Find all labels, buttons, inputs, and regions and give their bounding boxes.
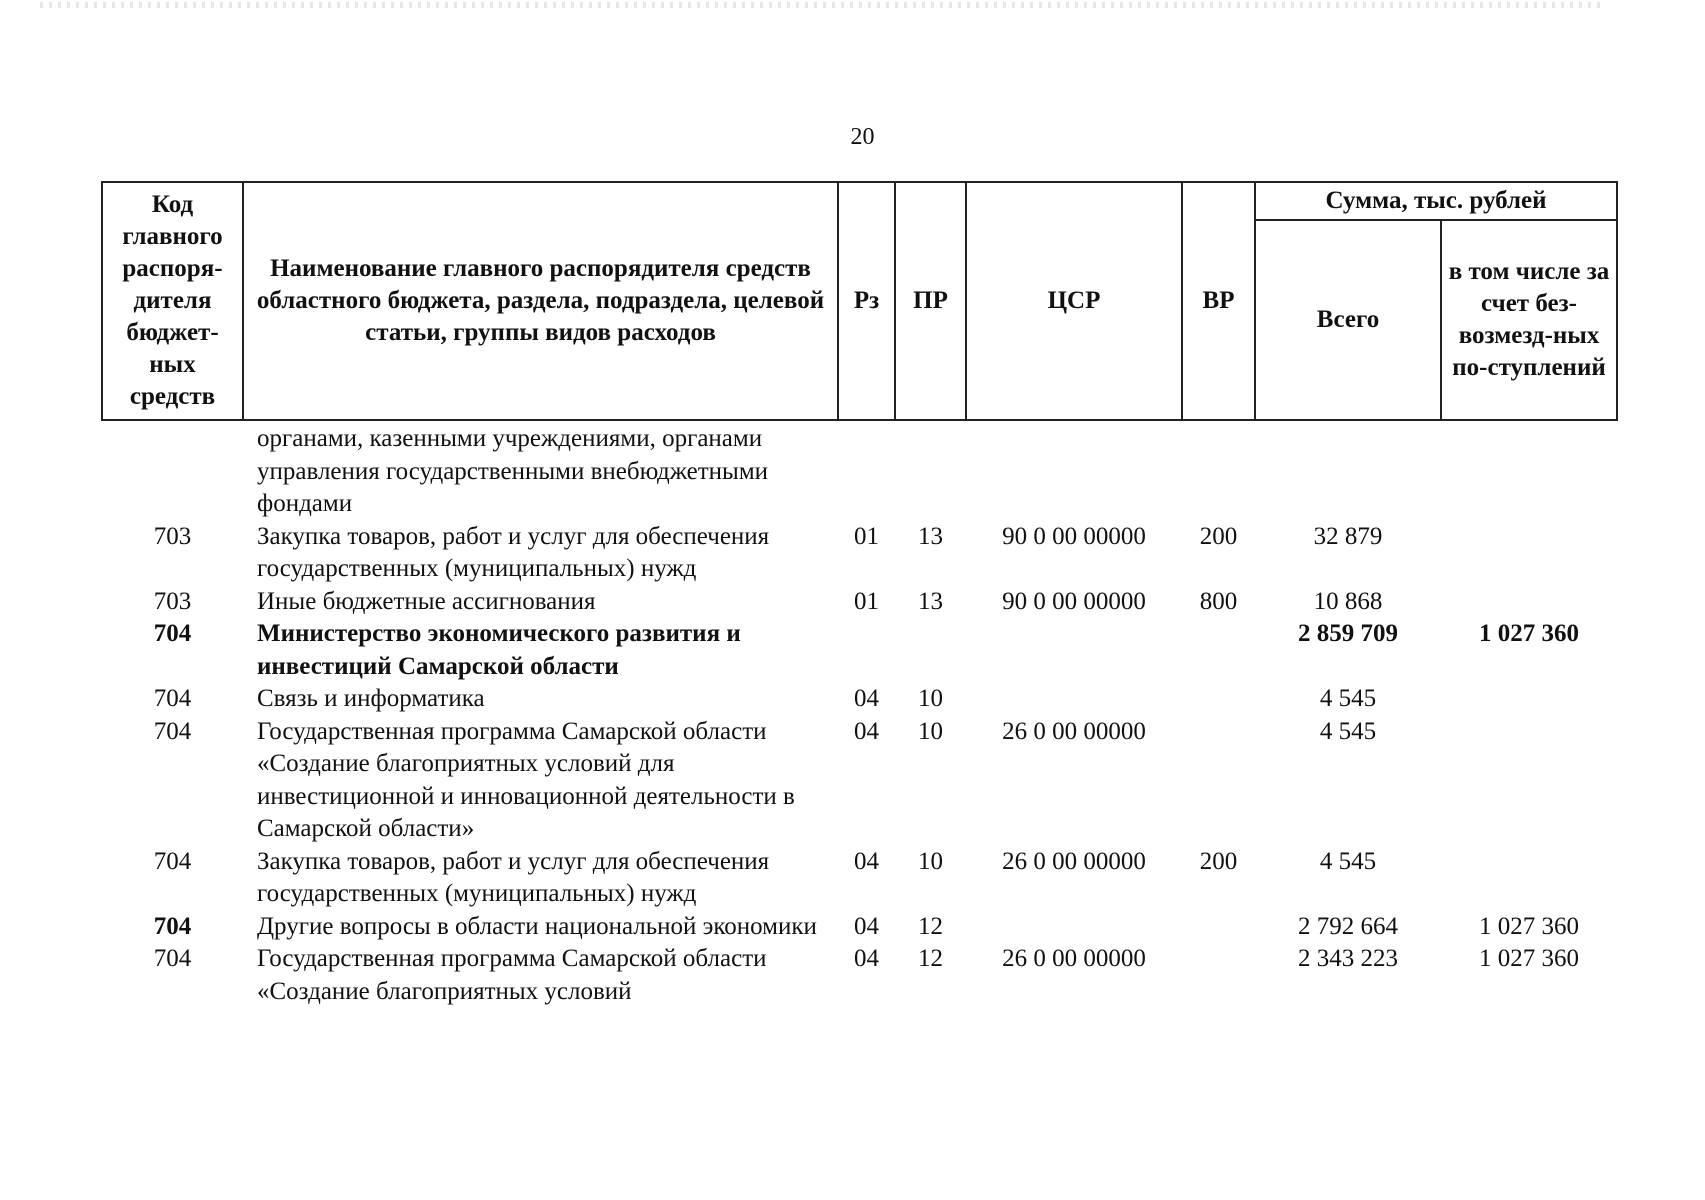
cell-name: Министерство экономического развития и инвестиций Самарской области bbox=[257, 620, 741, 680]
table-row bbox=[102, 943, 1617, 1008]
cell-pr: 12 bbox=[918, 945, 943, 972]
cell-name: Другие вопросы в области национальной экономики bbox=[257, 912, 817, 940]
cell-name: Закупка товаров, работ и услуг для обеспечения государственных (муниципальных) нужд bbox=[257, 847, 770, 907]
cell-csr: 26 0 00 00000 bbox=[1002, 717, 1146, 745]
cell-free bbox=[1441, 521, 1617, 586]
cell-csr: 90 0 00 00000 bbox=[1002, 587, 1146, 615]
cell-pr: 13 bbox=[918, 522, 943, 550]
cell-pr: 12 bbox=[918, 912, 943, 940]
cell-csr bbox=[966, 911, 1182, 944]
header-code: Код главного распоря-дителя бюджет-ных средств bbox=[102, 182, 243, 420]
cell-rz: 04 bbox=[854, 685, 879, 712]
cell-vr: 800 bbox=[1199, 587, 1238, 615]
cell-free: 1 027 360 bbox=[1479, 620, 1579, 647]
cell-rz: 01 bbox=[854, 587, 879, 615]
table-row bbox=[102, 846, 1617, 911]
cell-free bbox=[1441, 586, 1617, 619]
cell-pr: 13 bbox=[918, 587, 943, 615]
cell-total: 2 859 709 bbox=[1298, 620, 1398, 647]
budget-table bbox=[101, 181, 1618, 1008]
cell-free bbox=[1441, 716, 1617, 846]
cell-pr bbox=[895, 420, 966, 521]
cell-pr bbox=[895, 618, 966, 683]
cell-rz: 04 bbox=[854, 912, 879, 940]
cell-pr: 10 bbox=[918, 847, 943, 875]
cell-csr bbox=[966, 420, 1182, 521]
cell-vr bbox=[1182, 683, 1255, 716]
cell-code bbox=[102, 420, 243, 521]
cell-total: 4 545 bbox=[1319, 685, 1377, 712]
cell-csr: 26 0 00 00000 bbox=[1002, 945, 1146, 972]
cell-csr: 26 0 00 00000 bbox=[1002, 847, 1146, 875]
cell-rz bbox=[838, 420, 895, 521]
table-row bbox=[102, 683, 1617, 716]
cell-name: Иные бюджетные ассигнования bbox=[257, 587, 596, 615]
cell-vr: 200 bbox=[1199, 522, 1238, 550]
cell-name: Связь и информатика bbox=[257, 685, 485, 712]
header-pr: ПР bbox=[895, 182, 966, 420]
table-row bbox=[102, 716, 1617, 846]
cell-total: 10 868 bbox=[1313, 587, 1383, 615]
cell-name: Закупка товаров, работ и услуг для обеспечения государственных (муниципальных) нужд bbox=[257, 522, 770, 582]
table-row bbox=[102, 586, 1617, 619]
header-csr: ЦСР bbox=[966, 182, 1182, 420]
budget-table-container bbox=[101, 181, 1616, 1008]
header-vr: ВР bbox=[1182, 182, 1255, 420]
cell-csr bbox=[966, 683, 1182, 716]
cell-rz: 04 bbox=[854, 717, 879, 745]
table-header bbox=[102, 182, 1617, 420]
cell-code: 703 bbox=[153, 522, 192, 550]
cell-free: 1 027 360 bbox=[1479, 912, 1579, 940]
cell-pr: 10 bbox=[918, 685, 943, 712]
cell-vr bbox=[1182, 420, 1255, 521]
cell-total bbox=[1255, 420, 1441, 521]
header-free: в том числе за счет без-возмезд-ных по-ступлений bbox=[1441, 220, 1617, 420]
cell-free bbox=[1441, 846, 1617, 911]
cell-csr: 90 0 00 00000 bbox=[1002, 522, 1146, 550]
cell-vr bbox=[1182, 943, 1255, 1008]
cell-name: Государственная программа Самарской области «Создание благоприятных условий для инвестиционной и инновационной деятельности в Самарской области» bbox=[257, 717, 795, 842]
cell-vr bbox=[1182, 716, 1255, 846]
table-row bbox=[102, 911, 1617, 944]
cell-code: 704 bbox=[153, 912, 192, 940]
cell-code: 704 bbox=[153, 945, 192, 972]
cell-code: 703 bbox=[153, 587, 192, 615]
cell-code: 704 bbox=[153, 620, 192, 647]
cell-name: Государственная программа Самарской области «Создание благоприятных условий bbox=[257, 945, 767, 1005]
table-body bbox=[102, 420, 1617, 1008]
cell-free: 1 027 360 bbox=[1479, 945, 1579, 972]
cell-vr: 200 bbox=[1199, 847, 1238, 875]
cell-name: органами, казенными учреждениями, органами управления государственными внебюджетными фондами bbox=[257, 425, 769, 517]
table-row bbox=[102, 618, 1617, 683]
cell-csr bbox=[966, 618, 1182, 683]
cell-total: 4 545 bbox=[1319, 847, 1377, 875]
header-total: Всего bbox=[1255, 220, 1441, 420]
header-name: Наименование главного распорядителя средств областного бюджета, раздела, подраздела, целевой статьи, группы видов расходов bbox=[243, 182, 838, 420]
cell-code: 704 bbox=[153, 685, 192, 712]
cell-rz: 04 bbox=[854, 847, 879, 875]
header-rz: Рз bbox=[838, 182, 895, 420]
cell-vr bbox=[1182, 911, 1255, 944]
cell-rz: 04 bbox=[854, 945, 879, 972]
scan-edge bbox=[40, 2, 1600, 8]
page-number: 20 bbox=[850, 124, 875, 150]
header-sum-group: Сумма, тыс. рублей bbox=[1255, 182, 1617, 220]
cell-vr bbox=[1182, 618, 1255, 683]
table-row bbox=[102, 420, 1617, 521]
cell-free bbox=[1441, 420, 1617, 521]
cell-code: 704 bbox=[153, 717, 192, 745]
cell-code: 704 bbox=[153, 847, 192, 875]
cell-total: 2 343 223 bbox=[1298, 945, 1398, 972]
cell-total: 4 545 bbox=[1319, 717, 1377, 745]
cell-total: 32 879 bbox=[1313, 522, 1383, 550]
cell-free bbox=[1441, 683, 1617, 716]
cell-total: 2 792 664 bbox=[1298, 912, 1398, 940]
table-row bbox=[102, 521, 1617, 586]
cell-rz bbox=[838, 618, 895, 683]
cell-pr: 10 bbox=[918, 717, 943, 745]
cell-rz: 01 bbox=[854, 522, 879, 550]
